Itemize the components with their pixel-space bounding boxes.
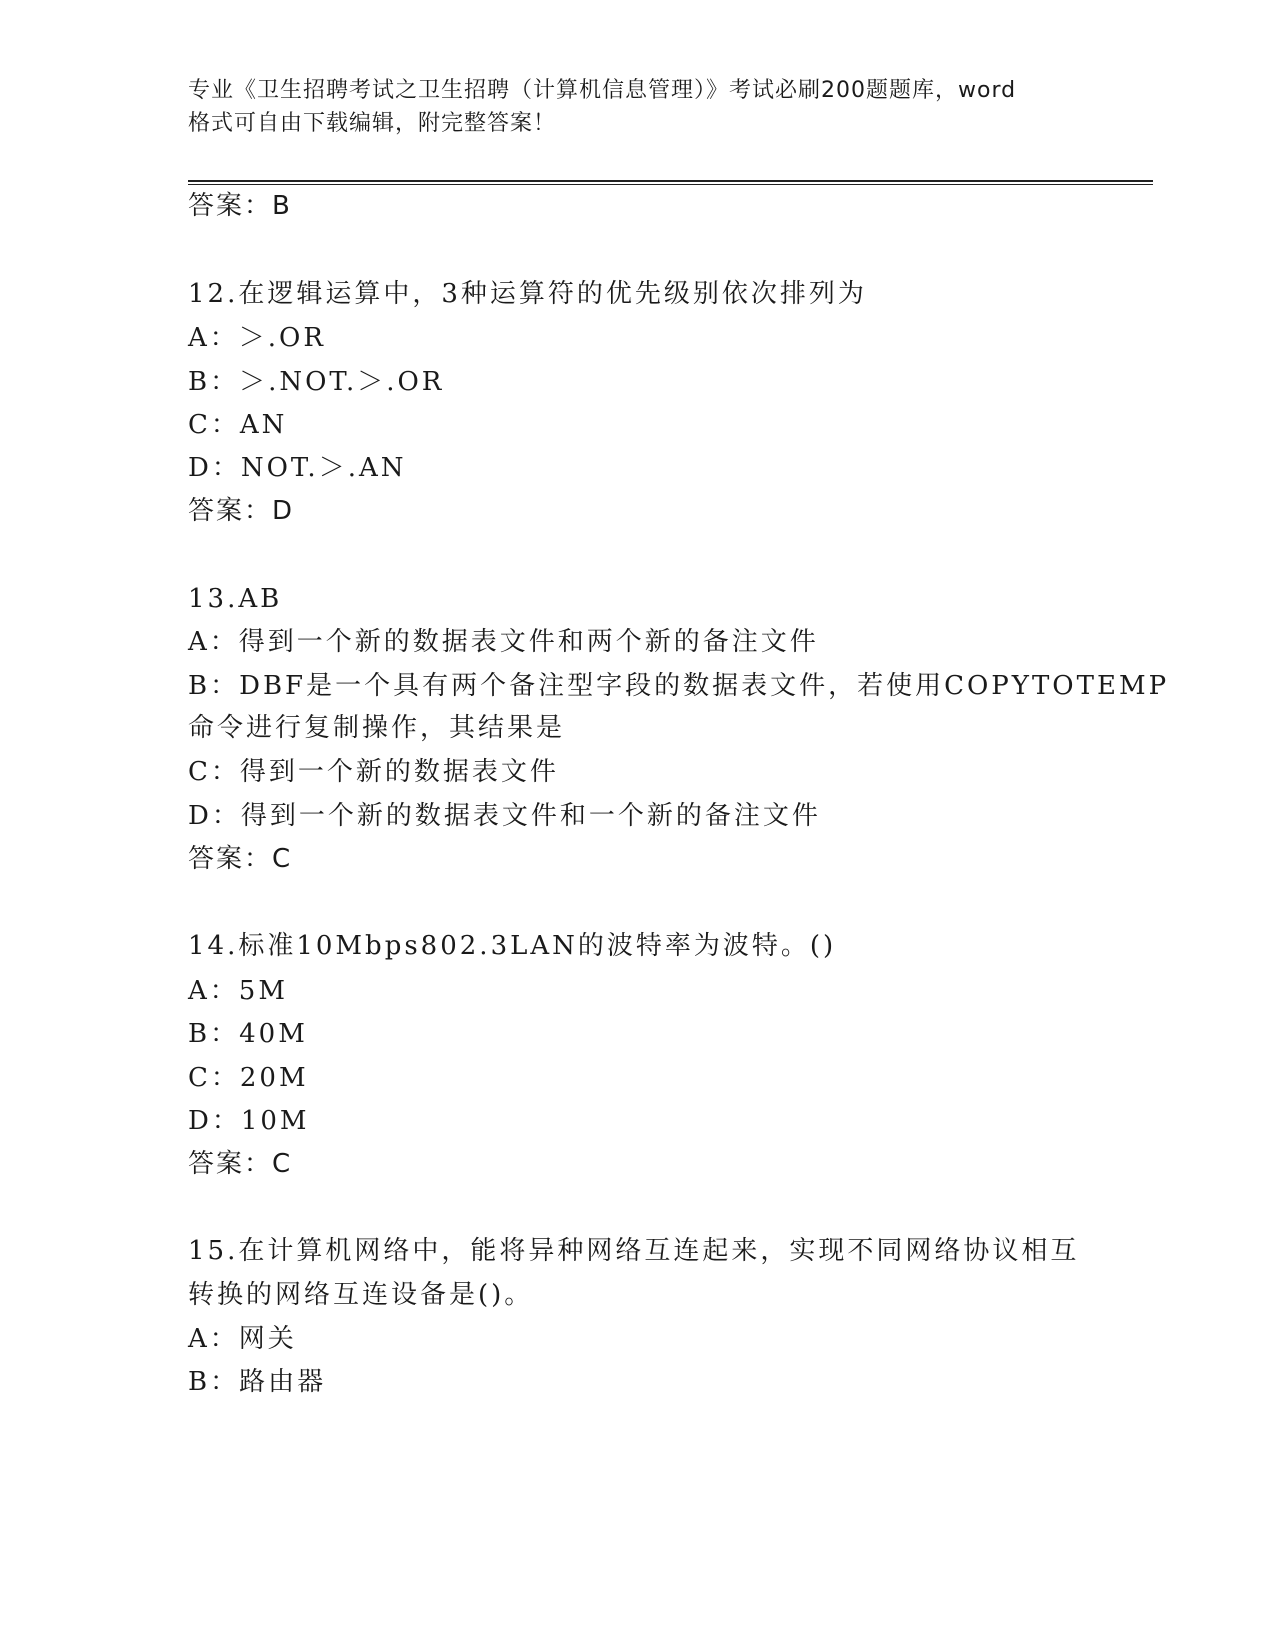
q14-option-b: B：40M bbox=[188, 1019, 308, 1049]
q12-option-a: A：＞.OR bbox=[188, 323, 326, 353]
q13-question: 13.AB bbox=[188, 584, 283, 614]
document-header bbox=[188, 74, 1088, 140]
q12-answer: 答案：D bbox=[188, 496, 295, 526]
header-divider-thin bbox=[188, 184, 1153, 185]
q14-option-a: A：5M bbox=[188, 976, 288, 1006]
q14-option-d: D：10M bbox=[188, 1106, 310, 1136]
q14-option-c: C：20M bbox=[188, 1063, 309, 1093]
q12-option-c: C：AN bbox=[188, 410, 288, 440]
q15-option-b: B：路由器 bbox=[188, 1367, 327, 1397]
q11-answer: 答案：B bbox=[188, 191, 292, 221]
q15-option-a: A：网关 bbox=[188, 1324, 297, 1354]
q14-question: 14.标准10Mbps802.3LAN的波特率为波特。() bbox=[188, 931, 837, 961]
q13-option-d: D：得到一个新的数据表文件和一个新的备注文件 bbox=[188, 801, 821, 831]
q12-option-b: B：＞.NOT.＞.OR bbox=[188, 367, 445, 397]
q12-option-d: D：NOT.＞.AN bbox=[188, 453, 407, 483]
q13-option-b: B：DBF是一个具有两个备注型字段的数据表文件，若使用COPYTOTEMP bbox=[188, 671, 1170, 701]
q15-question-continued: 转换的网络互连设备是()。 bbox=[188, 1280, 534, 1310]
q15-question: 15.在计算机网络中，能将异种网络互连起来，实现不同网络协议相互 bbox=[188, 1236, 1080, 1266]
q14-answer: 答案：C bbox=[188, 1149, 293, 1179]
q13-answer: 答案：C bbox=[188, 844, 293, 874]
q13-option-c: C：得到一个新的数据表文件 bbox=[188, 757, 559, 787]
header-divider bbox=[188, 180, 1153, 182]
header-line-1: 专业《卫生招聘考试之卫生招聘（计算机信息管理）》考试必刷200题题库，word bbox=[188, 78, 1017, 103]
q13-option-a: A：得到一个新的数据表文件和两个新的备注文件 bbox=[188, 627, 819, 657]
q12-question: 12.在逻辑运算中，3种运算符的优先级别依次排列为 bbox=[188, 279, 867, 309]
q13-option-b-continued: 命令进行复制操作，其结果是 bbox=[188, 713, 566, 743]
header-line-2: 格式可自由下载编辑，附完整答案！ bbox=[188, 111, 557, 136]
